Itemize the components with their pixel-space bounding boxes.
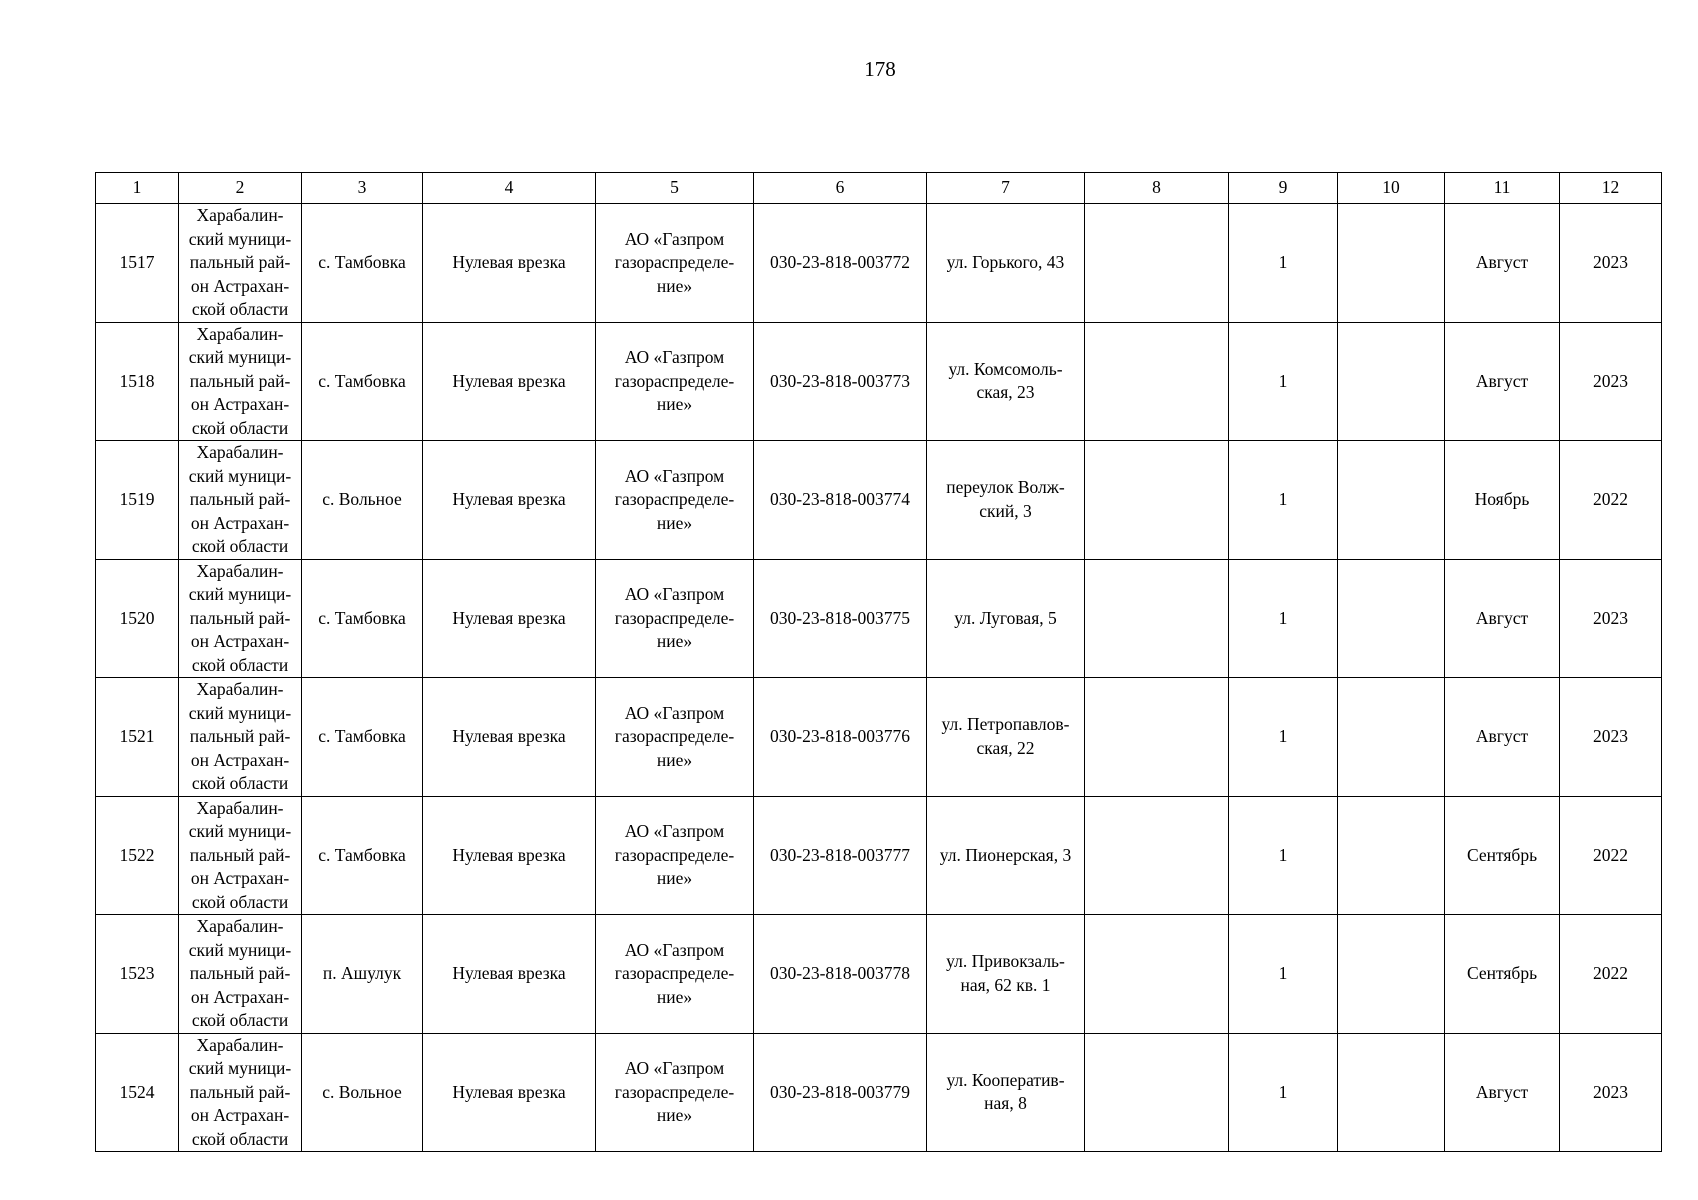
table-body <box>96 204 1662 1152</box>
year-cell: 2022 <box>1560 915 1662 1034</box>
column-10-cell <box>1338 559 1445 678</box>
month-cell: Август <box>1445 678 1560 797</box>
region-cell: Харабалин- ский муници- пальный рай- он Астрахан- ской области <box>179 204 302 323</box>
address-cell: ул. Петропавлов- ская, 22 <box>927 678 1085 797</box>
region-cell: Харабалин- ский муници- пальный рай- он Астрахан- ской области <box>179 322 302 441</box>
header-row <box>96 173 1662 204</box>
column-header-9: 9 <box>1229 173 1338 204</box>
organization-cell: АО «Газпром газораспределе- ние» <box>596 796 754 915</box>
region-cell: Харабалин- ский муници- пальный рай- он Астрахан- ской области <box>179 678 302 797</box>
column-header-1: 1 <box>96 173 179 204</box>
month-cell: Август <box>1445 559 1560 678</box>
settlement-cell: с. Тамбовка <box>302 204 423 323</box>
page-number: 178 <box>864 57 896 81</box>
column-8-cell <box>1085 678 1229 797</box>
settlement-cell: с. Тамбовка <box>302 559 423 678</box>
column-8-cell <box>1085 559 1229 678</box>
column-8-cell <box>1085 796 1229 915</box>
year-cell: 2023 <box>1560 1033 1662 1152</box>
column-10-cell <box>1338 1033 1445 1152</box>
object-code-cell: 030-23-818-003779 <box>754 1033 927 1152</box>
row-number-cell: 1517 <box>96 204 179 323</box>
year-cell: 2023 <box>1560 322 1662 441</box>
month-cell: Август <box>1445 322 1560 441</box>
column-header-10: 10 <box>1338 173 1445 204</box>
address-cell: ул. Кооператив- ная, 8 <box>927 1033 1085 1152</box>
month-cell: Сентябрь <box>1445 796 1560 915</box>
table-row <box>96 678 1662 797</box>
table-row <box>96 322 1662 441</box>
quantity-cell: 1 <box>1229 322 1338 441</box>
column-header-12: 12 <box>1560 173 1662 204</box>
data-table <box>95 172 1662 1152</box>
year-cell: 2023 <box>1560 204 1662 323</box>
organization-cell: АО «Газпром газораспределе- ние» <box>596 322 754 441</box>
object-code-cell: 030-23-818-003775 <box>754 559 927 678</box>
object-code-cell: 030-23-818-003778 <box>754 915 927 1034</box>
column-header-5: 5 <box>596 173 754 204</box>
column-header-2: 2 <box>179 173 302 204</box>
column-header-7: 7 <box>927 173 1085 204</box>
work-type-cell: Нулевая врезка <box>423 204 596 323</box>
row-number-cell: 1524 <box>96 1033 179 1152</box>
settlement-cell: с. Тамбовка <box>302 796 423 915</box>
region-cell: Харабалин- ский муници- пальный рай- он Астрахан- ской области <box>179 559 302 678</box>
work-type-cell: Нулевая врезка <box>423 559 596 678</box>
column-8-cell <box>1085 322 1229 441</box>
object-code-cell: 030-23-818-003774 <box>754 441 927 560</box>
year-cell: 2023 <box>1560 559 1662 678</box>
address-cell: ул. Луговая, 5 <box>927 559 1085 678</box>
column-header-11: 11 <box>1445 173 1560 204</box>
work-type-cell: Нулевая врезка <box>423 915 596 1034</box>
column-10-cell <box>1338 678 1445 797</box>
object-code-cell: 030-23-818-003776 <box>754 678 927 797</box>
quantity-cell: 1 <box>1229 915 1338 1034</box>
column-10-cell <box>1338 796 1445 915</box>
region-cell: Харабалин- ский муници- пальный рай- он Астрахан- ской области <box>179 796 302 915</box>
column-8-cell <box>1085 1033 1229 1152</box>
work-type-cell: Нулевая врезка <box>423 796 596 915</box>
organization-cell: АО «Газпром газораспределе- ние» <box>596 1033 754 1152</box>
column-header-4: 4 <box>423 173 596 204</box>
column-10-cell <box>1338 441 1445 560</box>
column-10-cell <box>1338 204 1445 323</box>
quantity-cell: 1 <box>1229 796 1338 915</box>
column-8-cell <box>1085 915 1229 1034</box>
month-cell: Август <box>1445 204 1560 323</box>
object-code-cell: 030-23-818-003773 <box>754 322 927 441</box>
table-row <box>96 204 1662 323</box>
row-number-cell: 1519 <box>96 441 179 560</box>
quantity-cell: 1 <box>1229 204 1338 323</box>
address-cell: ул. Комсомоль- ская, 23 <box>927 322 1085 441</box>
column-8-cell <box>1085 441 1229 560</box>
month-cell: Август <box>1445 1033 1560 1152</box>
region-cell: Харабалин- ский муници- пальный рай- он Астрахан- ской области <box>179 1033 302 1152</box>
settlement-cell: с. Тамбовка <box>302 322 423 441</box>
year-cell: 2022 <box>1560 441 1662 560</box>
month-cell: Ноябрь <box>1445 441 1560 560</box>
row-number-cell: 1523 <box>96 915 179 1034</box>
address-cell: ул. Привокзаль- ная, 62 кв. 1 <box>927 915 1085 1034</box>
address-cell: переулок Волж- ский, 3 <box>927 441 1085 560</box>
column-header-6: 6 <box>754 173 927 204</box>
settlement-cell: с. Вольное <box>302 1033 423 1152</box>
organization-cell: АО «Газпром газораспределе- ние» <box>596 204 754 323</box>
table-row <box>96 1033 1662 1152</box>
row-number-cell: 1518 <box>96 322 179 441</box>
region-cell: Харабалин- ский муници- пальный рай- он Астрахан- ской области <box>179 441 302 560</box>
object-code-cell: 030-23-818-003772 <box>754 204 927 323</box>
month-cell: Сентябрь <box>1445 915 1560 1034</box>
table-row <box>96 915 1662 1034</box>
row-number-cell: 1520 <box>96 559 179 678</box>
work-type-cell: Нулевая врезка <box>423 322 596 441</box>
column-10-cell <box>1338 322 1445 441</box>
table-header <box>96 173 1662 204</box>
object-code-cell: 030-23-818-003777 <box>754 796 927 915</box>
quantity-cell: 1 <box>1229 678 1338 797</box>
column-10-cell <box>1338 915 1445 1034</box>
column-header-8: 8 <box>1085 173 1229 204</box>
row-number-cell: 1521 <box>96 678 179 797</box>
settlement-cell: с. Вольное <box>302 441 423 560</box>
column-8-cell <box>1085 204 1229 323</box>
region-cell: Харабалин- ский муници- пальный рай- он Астрахан- ской области <box>179 915 302 1034</box>
year-cell: 2023 <box>1560 678 1662 797</box>
work-type-cell: Нулевая врезка <box>423 441 596 560</box>
organization-cell: АО «Газпром газораспределе- ние» <box>596 559 754 678</box>
address-cell: ул. Пионерская, 3 <box>927 796 1085 915</box>
row-number-cell: 1522 <box>96 796 179 915</box>
organization-cell: АО «Газпром газораспределе- ние» <box>596 915 754 1034</box>
year-cell: 2022 <box>1560 796 1662 915</box>
table-row <box>96 441 1662 560</box>
organization-cell: АО «Газпром газораспределе- ние» <box>596 678 754 797</box>
quantity-cell: 1 <box>1229 441 1338 560</box>
table-row <box>96 559 1662 678</box>
table-row <box>96 796 1662 915</box>
address-cell: ул. Горького, 43 <box>927 204 1085 323</box>
quantity-cell: 1 <box>1229 1033 1338 1152</box>
settlement-cell: с. Тамбовка <box>302 678 423 797</box>
settlement-cell: п. Ашулук <box>302 915 423 1034</box>
column-header-3: 3 <box>302 173 423 204</box>
work-type-cell: Нулевая врезка <box>423 1033 596 1152</box>
organization-cell: АО «Газпром газораспределе- ние» <box>596 441 754 560</box>
work-type-cell: Нулевая врезка <box>423 678 596 797</box>
quantity-cell: 1 <box>1229 559 1338 678</box>
